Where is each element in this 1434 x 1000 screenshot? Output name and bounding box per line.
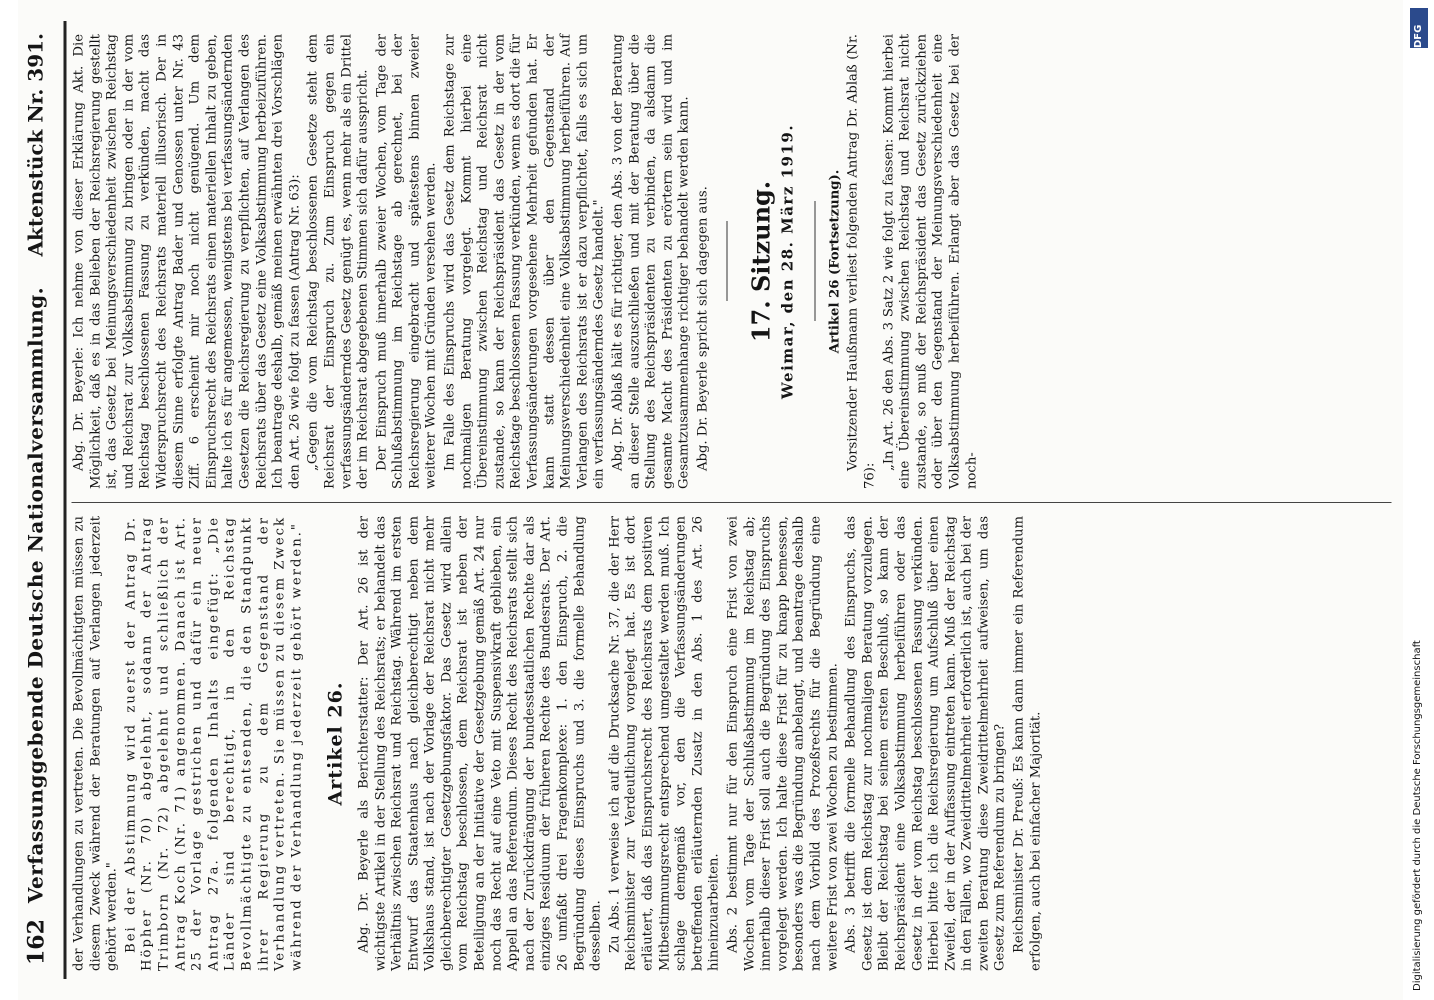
paragraph: Abg. Dr. Ablaß hält es für richtiger, den Abs. 3 von der Beratung an dieser Stelle auszuschließen und mit der Beratung über die Stellung des Reichspräsidenten zu verbinden, da alsdann die gesamte Macht des Präsidenten zu erörtern sein wird und im Gesamtzusammenhange richtiger behandelt werden kann. — [610, 34, 692, 489]
page-header — [18, 21, 67, 979]
paragraph: Der Einspruch muß innerhalb zweier Wochen, vom Tage der Schlußabstimmung im Reichstage ab gerechnet, bei der Reichsregierung eingebracht und spätestens binnen zweier weiterer Wochen mit Gründen versehen werden. — [374, 34, 439, 489]
session-title: 17. Sitzung. — [746, 180, 776, 343]
scanned-page — [18, 0, 1403, 1000]
paragraph: Abs. 2 bestimmt nur für den Einspruch eine Frist von zwei Wochen vom Tage der Schlußabstimmung im Reichstag ab; innerhalb dieser Frist soll auch die Begründung des Einspruchs vorgelegt werden. Ich halte diese Frist für zu knapp bemessen, besonders was die Begründung anbelangt, und beantrage deshalb nach dem Vorbild des Prozeßrechts für die Begründung eine weitere Frist von zwei Wochen zu bestimmen. — [725, 516, 841, 971]
left-column — [72, 516, 1047, 971]
paragraph: Vorsitzender Haußmann verliest folgenden Antrag Dr. Ablaß (Nr. 76): — [845, 34, 878, 489]
session-date: Weimar, den 28. März 1919. — [778, 123, 797, 400]
paragraph: Abg. Dr. Beyerle als Berichterstatter: Der Art. 26 ist der wichtigste Artikel in der Stellung des Reichsrats; er behandelt das Verhältnis zwischen Reichsrat und Reichstag. Während im ersten Entwurf das Staatenhaus nach gleichberechtigt neben dem Volkshaus stand, ist nach der Vorlage der Reichsrat nicht mehr gleichberechtigter Gesetzgebungsfaktor. Das Gesetz wird allein vom Reichstag beschlossen, dem Reichsrat ist neben der Beteiligung an der Initiative der Gesetzgebung gemäß Art. 24 nur noch das Recht auf eine Veto mit Suspensivkraft geblieben, ein Appell an das Referendum. Dieses Recht des Reichsrats stellt sich nach der Zurückdrängung der bundesstaatlichen Rechte dar als einziges Residuum der früheren Rechte des Bundesrats. Der Art. 26 umfaßt drei Fragenkomplexe: 1. den Einspruch, 2. die Begründung dieses Einspruchs und 3. die formelle Behandlung desselben. — [356, 516, 604, 971]
article-heading-text: Artikel 26 (Fortsetzung). — [827, 169, 843, 354]
paragraph: Abg. Dr. Beyerle spricht sich dagegen aus. — [695, 186, 711, 471]
dfg-label: DFG — [1413, 24, 1424, 48]
article-heading — [827, 34, 844, 489]
page-content — [18, 21, 1403, 979]
digitization-notice — [1412, 60, 1427, 990]
paragraph: Im Falle des Einspruchs wird das Gesetz dem Reichstage zur nochmaligen Beratung vorgelegt. Kommt hierbei eine Übereinstimmung zwischen Reichstag und Reichsrat nicht zustande, so kann der Reichspräsident das Gesetz in der vom Reichstage beschlossenen Fassung verkünden, wenn es dort die für Verfassungsänderungen vorgesehene Mehrheit gefunden hat. Er kann statt dessen über den Gegenstand der Meinungsverschiedenheit eine Volksabstimmung herbeiführen. Auf Verlangen des Reichsrats ist er dazu verpflichtet, falls es sich um ein verfassungsänderndes Gesetz handelt." — [442, 34, 607, 489]
right-column — [72, 34, 983, 489]
running-title: Verfassunggebende Deutsche Nationalversammlung. — [23, 286, 48, 904]
paragraph: Abs. 3 betrifft die formelle Behandlung des Einspruchs, das Gesetz ist dem Reichstag zur nochmaligen Beratung vorzulegen. Bleibt der Reichstag bei seinem ersten Beschluß, so kann der Reichspräsident eine Volksabstimmung herbeiführen oder das Gesetz in der vom Reichstag beschlossenen Fassung verkünden. Hierbei bitte ich die Reichsregierung um Aufschluß über einen Zweifel, der in der Auffassung eintreten kann. Muß der Reichstag in den Fällen, wo Zweidrittelmehrheit erforderlich ist, auch bei der zweiten Beratung diese Zweidrittelmehrheit aufweisen, um das Gesetz zum Referendum zu bringen? — [843, 516, 1008, 971]
section-heading: Artikel 26. — [324, 681, 347, 806]
paragraph: Bei der Abstimmung wird zuerst der Antrag Dr. Höpher (Nr. 70) abgelehnt, sodann der Antrag Trimborn (Nr. 72) abgelehnt und schließlich der Antrag Koch (Nr. 71) angenommen. Danach ist Art. 25 der Vorlage gestrichen und dafür ein neuer Antrag 27a. folgenden Inhalts eingefügt: „Die Länder sind berechtigt, in den Reichstag Bevollmächtigte zu entsenden, die den Standpunkt ihrer Regierung zu dem Gegenstand der Verhandlung vertreten. Sie müssen zu diesem Zweck während der Verhandlung jederzeit gehört werden." — [123, 516, 305, 971]
notice-text: Digitalisierung gefördert durch die Deutsche Forschungsgemeinschaft — [1412, 640, 1423, 991]
divider — [814, 202, 815, 322]
paragraph: Zu Abs. 1 verweise ich auf die Drucksache Nr. 37, die der Herr Reichsminister zur Verdeutlichung vorgelegt hat. Es ist dort erläutert, daß das Einspruchsrecht des Reichsrats dem positiven Mitbestimmungsrecht entsprechend umgestaltet werden muß. Ich schlage demgemäß vor, den die Verfassungsänderungen betreffenden erläuternden Zusatz in den Abs. 1 des Art. 26 hineinzuarbeiten. — [607, 516, 722, 971]
paragraph: „Gegen die vom Reichstag beschlossenen Gesetze steht dem Reichsrat der Einspruch zu. Zum Einspruch gegen ein verfassungsänderndes Gesetz genügt es, wenn mehr als ein Drittel der im Reichsrat abgegebenen Stimmen sich dafür ausspricht. — [305, 34, 371, 489]
paragraph: Reichsminister Dr. Preuß: Es kann dann immer ein Referendum erfolgen, auch bei einfacher Majorität. — [1011, 516, 1044, 971]
column-divider — [72, 502, 1392, 503]
document-number: Aktenstück Nr. 391. — [23, 33, 48, 257]
digitization-margin — [1406, 0, 1434, 1000]
paragraph: „In Art. 26 den Abs. 3 Satz 2 wie folgt zu fassen: Kommt hierbei eine Übereinstimmung zwischen Reichstag und Reichsrat nicht zustande, so muß der Reichspräsident das Gesetz zurückziehen oder über den Gegenstand der Meinungsverschiedenheit eine Volksabstimmung herbeiführen. Erlangt aber das Gesetz bei der noch- — [881, 34, 979, 489]
dfg-logo — [1410, 8, 1428, 48]
paragraph: der Verhandlungen zu vertreten. Die Bevollmächtigten müssen zu diesem Zweck während der Beratungen auf Verlangen jederzeit gehört werden." — [71, 516, 120, 971]
page-number: 162 — [23, 919, 50, 965]
divider — [726, 222, 727, 302]
paragraph: Abg. Dr. Beyerle: Ich nehme von dieser Erklärung Akt. Die Möglichkeit, daß es in das Belieben der Reichsregierung gestellt ist, das Gesetz bei Meinungsverschiedenheit zwischen Reichstag und Reichsrat zur Volksabstimmung zu bringen oder in der vom Reichstag beschlossenen Fassung zu verkünden, macht das Widerspruchsrecht des Reichsrats materiell illusorisch. Der in diesem Sinne erfolgte Antrag Bader und Genossen unter Nr. 43 Ziff. 6 erscheint mir noch nicht genügend. Um dem Einspruchsrecht des Reichsrats einen materiellen Inhalt zu geben, halte ich es für angemessen, wenigstens bei verfassungsändernden Gesetzen die Reichsregierung zu verpflichten, auf Verlangen des Reichsrats über das Gesetz eine Volksabstimmung herbeizuführen. Ich beantrage deshalb, gemäß meinen erwähnten drei Vorschlägen den Art. 26 wie folgt zu fassen (Antrag Nr. 63): — [71, 34, 303, 489]
